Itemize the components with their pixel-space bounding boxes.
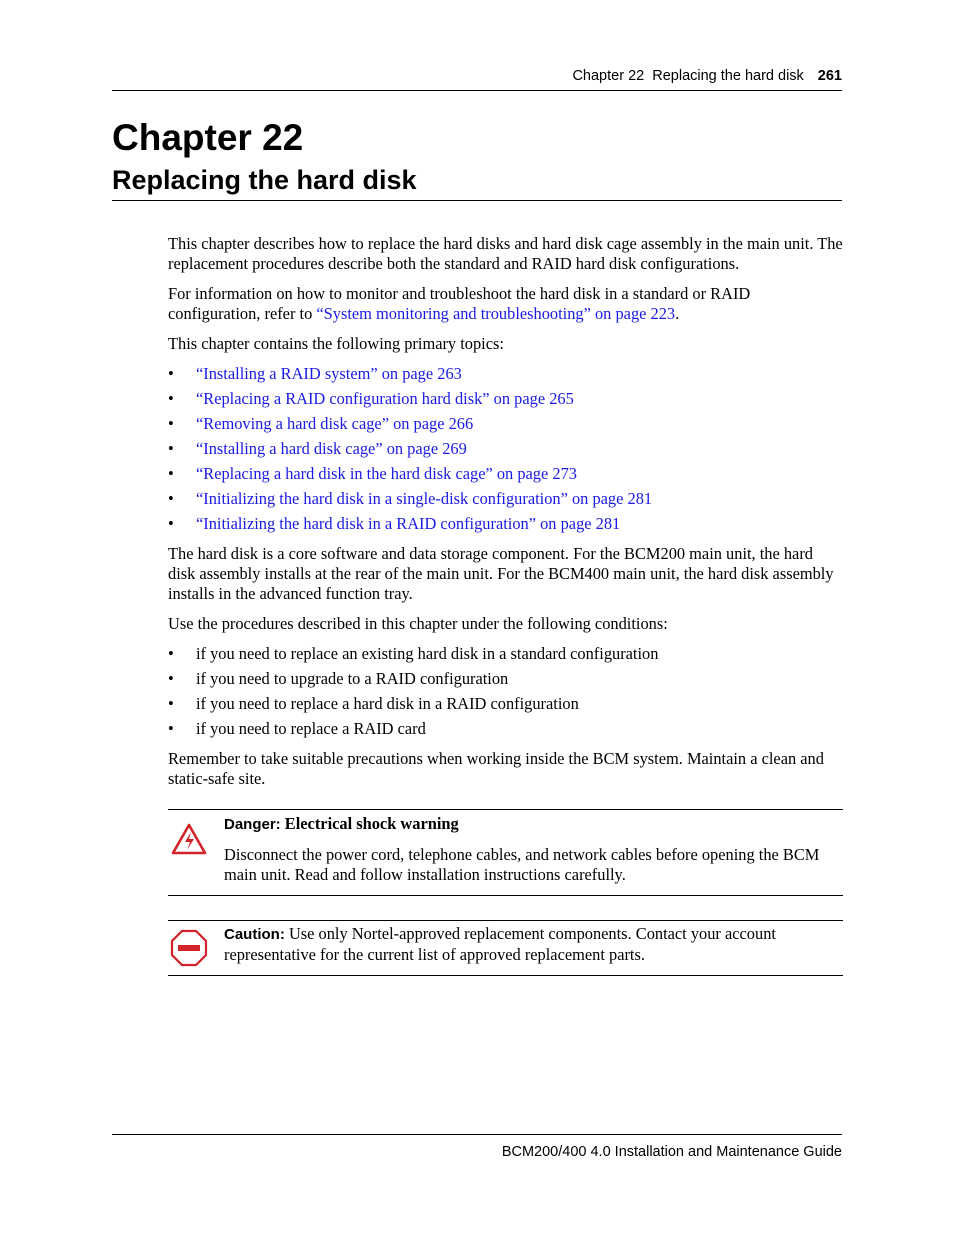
reference-period: . <box>675 304 680 323</box>
topic-link-replacing-disk-in-cage[interactable]: “Replacing a hard disk in the hard disk cage” on page 273 <box>196 464 577 483</box>
bullet: • <box>168 464 174 483</box>
bullet: • <box>168 644 174 663</box>
danger-content <box>224 814 843 885</box>
list-item <box>168 514 843 534</box>
title-rule <box>112 200 842 201</box>
danger-label: Danger: <box>224 816 281 833</box>
bullet: • <box>168 414 174 433</box>
list-item <box>168 694 843 714</box>
chapter-title: Replacing the hard disk <box>112 165 417 195</box>
danger-text: Disconnect the power cord, telephone cables, and network cables before opening the BCM main unit. Read and follow installation instructions carefully. <box>224 845 820 884</box>
list-item <box>168 389 843 409</box>
core-component-paragraph: The hard disk is a core software and data storage component. For the BCM200 main unit, the hard disk assembly installs at the rear of the main unit. For the BCM400 main unit, the hard disk assembly installs in the advanced function tray. <box>168 544 834 603</box>
condition-text: if you need to replace a RAID card <box>196 719 426 738</box>
danger-heading <box>224 814 843 835</box>
condition-text: if you need to replace a hard disk in a RAID configuration <box>196 694 579 713</box>
list-item <box>168 719 843 739</box>
condition-text: if you need to upgrade to a RAID configuration <box>196 669 509 688</box>
topics-list <box>168 364 843 534</box>
bullet: • <box>168 489 174 508</box>
topic-link-removing-cage[interactable]: “Removing a hard disk cage” on page 266 <box>196 414 474 433</box>
reference-paragraph <box>168 284 843 324</box>
bullet: • <box>168 439 174 458</box>
bullet: • <box>168 389 174 408</box>
bullet: • <box>168 694 174 713</box>
list-item <box>168 414 843 434</box>
chapter-number: Chapter 22 <box>112 117 304 158</box>
caution-label: Caution: <box>224 926 285 943</box>
caution-content <box>224 924 843 965</box>
topic-link-installing-raid[interactable]: “Installing a RAID system” on page 263 <box>196 364 462 383</box>
danger-heading-text: Electrical shock warning <box>284 814 459 833</box>
caution-text: Use only Nortel-approved replacement components. Contact your account representative for the current list of approved replacement parts. <box>224 924 776 964</box>
topic-link-replacing-raid-disk[interactable]: “Replacing a RAID configuration hard disk” on page 265 <box>196 389 574 408</box>
topic-link-init-raid[interactable]: “Initializing the hard disk in a RAID configuration” on page 281 <box>196 514 621 533</box>
topics-intro: This chapter contains the following primary topics: <box>168 334 504 353</box>
header-text <box>572 68 842 84</box>
bullet: • <box>168 364 174 383</box>
list-item <box>168 489 843 509</box>
stop-caution-icon <box>170 929 208 967</box>
bullet: • <box>168 514 174 533</box>
footer-text: BCM200/400 4.0 Installation and Maintenance Guide <box>501 1144 842 1160</box>
running-title: Chapter 22 Replacing the hard disk <box>572 68 804 84</box>
bullet: • <box>168 669 174 688</box>
bullet: • <box>168 719 174 738</box>
list-item <box>168 464 843 484</box>
electrical-shock-warning-icon <box>170 822 208 856</box>
intro-paragraph: This chapter describes how to replace the hard disks and hard disk cage assembly in the main unit. The replacement procedures describe both the standard and RAID hard disk configurations. <box>168 234 843 273</box>
danger-notice <box>168 809 843 896</box>
topic-link-init-single-disk[interactable]: “Initializing the hard disk in a single-disk configuration” on page 281 <box>196 489 653 508</box>
precautions-paragraph: Remember to take suitable precautions when working inside the BCM system. Maintain a clean and static-safe site. <box>168 749 824 788</box>
caution-notice <box>168 920 843 976</box>
list-item <box>168 364 843 384</box>
page-header <box>112 66 842 91</box>
condition-text: if you need to replace an existing hard disk in a standard configuration <box>196 644 659 663</box>
list-item <box>168 439 843 459</box>
body-content <box>168 234 843 976</box>
conditions-list <box>168 644 843 739</box>
system-monitoring-link[interactable]: “System monitoring and troubleshooting” on page 223 <box>316 304 676 323</box>
topic-link-installing-cage[interactable]: “Installing a hard disk cage” on page 269 <box>196 439 467 458</box>
page-number: 261 <box>817 68 842 84</box>
list-item <box>168 644 843 664</box>
reference-text: For information on how to monitor and troubleshoot the hard disk in a standard or RAID configuration, refer to <box>168 284 751 323</box>
list-item <box>168 669 843 689</box>
footer-rule <box>112 1134 842 1135</box>
conditions-intro: Use the procedures described in this chapter under the following conditions: <box>168 614 668 633</box>
